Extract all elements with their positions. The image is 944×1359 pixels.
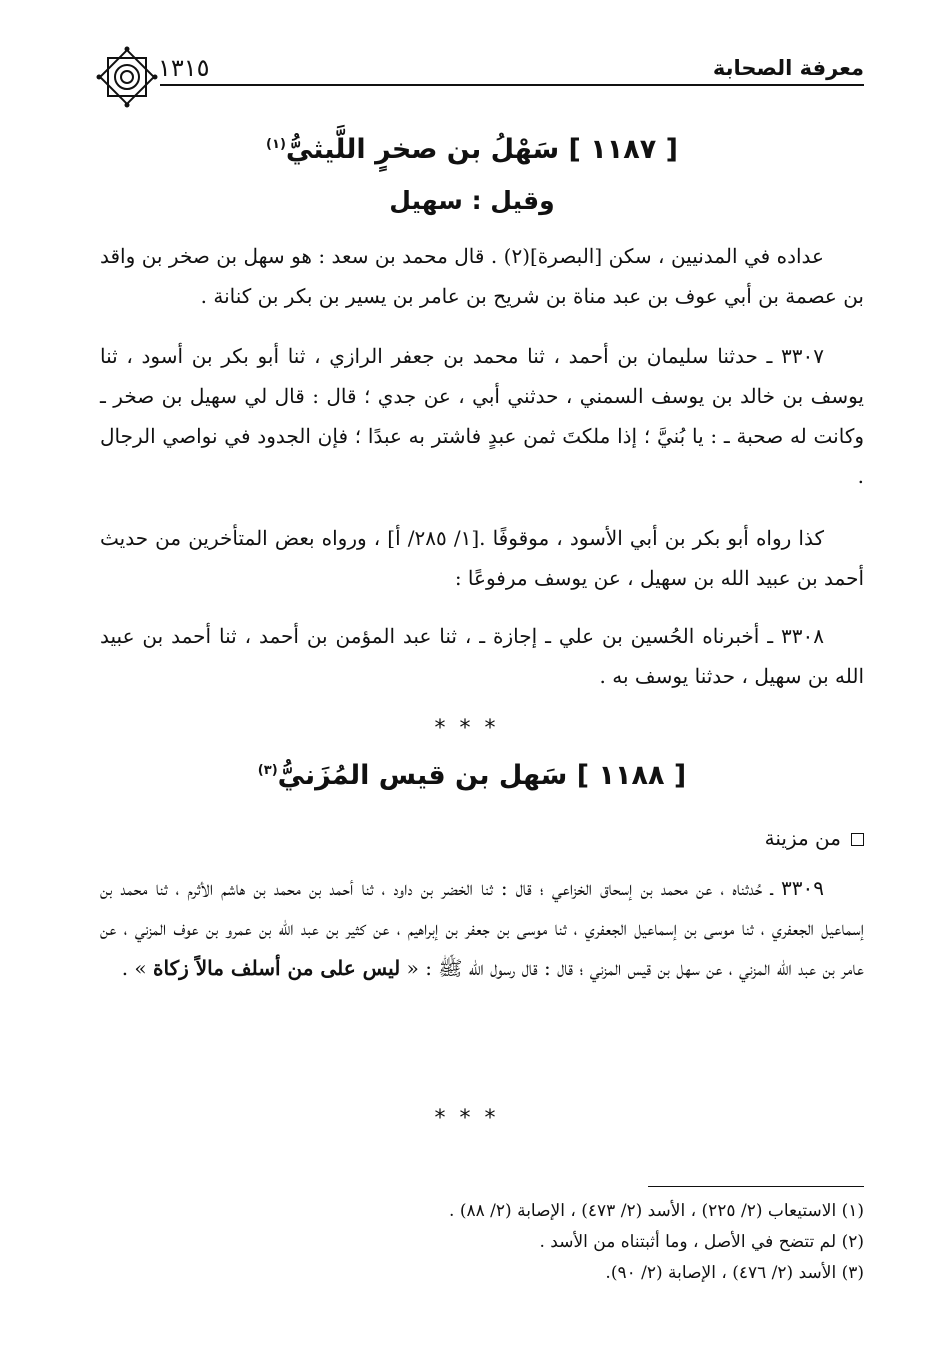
footnote-rule [648,1186,864,1187]
entry-intro-paragraph: عداده في المدنيين ، سكن [البصرة](٢) . قال محمد بن سعد : هو سهل بن صخر بن واقد بن عصمة بن أبي عوف بن عبد مناة بن شريح بن عامر بن يسير بن بكر بن كنانة . [100,244,864,308]
section-separator-stars: *** [434,716,510,741]
tribe-text: من مزينة [764,826,841,850]
footnote-3: (٣) الأسد (٢/ ٤٧٦) ، الإصابة (٢/ ٩٠). [605,1263,864,1283]
page-number: ١٣١٥ [158,54,210,82]
footnote-marker: (٣) [257,763,278,778]
entry-heading-1188 [80,760,864,791]
entry-heading-text: [ ١١٨٨ ] سَهل بن قيس المُزَنيُّ [277,760,687,791]
narration-note-paragraph: كذا رواه أبو بكر بن أبي الأسود ، موقوفًا .[١/ ٢٨٥/ أ] ، ورواه بعض المتأخرين من حديث أحمد بن عبيد الله بن سهيل ، عن يوسف مرفوعًا : [100,526,864,590]
footnote-1: (١) الاستيعاب (٢/ ٢٢٥) ، الأسد (٢/ ٤٧٣) ، الإصابة (٢/ ٨٨) . [449,1201,864,1221]
section-separator-stars: *** [434,1106,510,1131]
hadith-3309-quote: ليس على من أسلف مالاً زكاة [153,956,401,980]
tribe-line [100,818,864,858]
running-header-title: معرفة الصحابة [712,56,864,80]
entry-subheading: وقيل : سهيل [389,186,555,215]
entry-heading-text: [ ١١٨٧ ] سَهْلُ بن صخرٍ اللَّيثيُّ [285,134,678,165]
hadith-3309-paragraph [100,868,864,988]
octagonal-star-ornament-icon [94,44,160,110]
hadith-3309-end: » . [121,956,147,980]
header-rule [160,84,864,86]
footnotes [100,1196,864,1289]
footnote-marker: (١) [266,137,286,152]
hadith-3307-paragraph: ٣٣٠٧ ـ حدثنا سليمان بن أحمد ، ثنا محمد بن جعفر الرازي ، ثنا أبو بكر بن أسود ، ثنا يوسف بن خالد بن يوسف السمني ، حدثني أبي ، عن جدي ؛ قال : قال لي سهيل بن صخر ـ وكانت له صحبة ـ : يا بُنيَّ ؛ إذا ملكتَ ثمن عبدٍ فاشتر به عبدًا ؛ فإن الجدود في نواصي الرجال . [100,344,865,488]
footnote-2: (٢) لم تتضح في الأصل ، وما أثبتناه من الأسد . [539,1232,864,1252]
hadith-3309-text: ٣٣٠٩ ـ حُدثناه ، عن محمد بن إسحاق الخزاعي ؛ قال : ثنا الخضر بن داود ، ثنا أحمد بن محمد بن هاشم الأثرم ، ثنا محمد بن إسماعيل الجعفري ، ثنا موسى بن إسماعيل الجعفري ، ثنا موسى بن جعفر بن إبراهيم ، عن كثير بن عبد الله بن عمرو بن عوف المزني ، عن عامر بن عبد الله المزني ، عن سهل بن قيس المزني ؛ قال : قال رسول الله ﷺ : « [100,876,864,980]
entry-heading-1187 [80,134,864,165]
square-bullet-icon [851,833,864,846]
hadith-3308-paragraph: ٣٣٠٨ ـ أخبرناه الحُسين بن علي ـ إجازة ـ ، ثنا عبد المؤمن بن أحمد ، ثنا أحمد بن عبيد الله بن سهيل ، حدثنا يوسف به . [100,624,864,688]
